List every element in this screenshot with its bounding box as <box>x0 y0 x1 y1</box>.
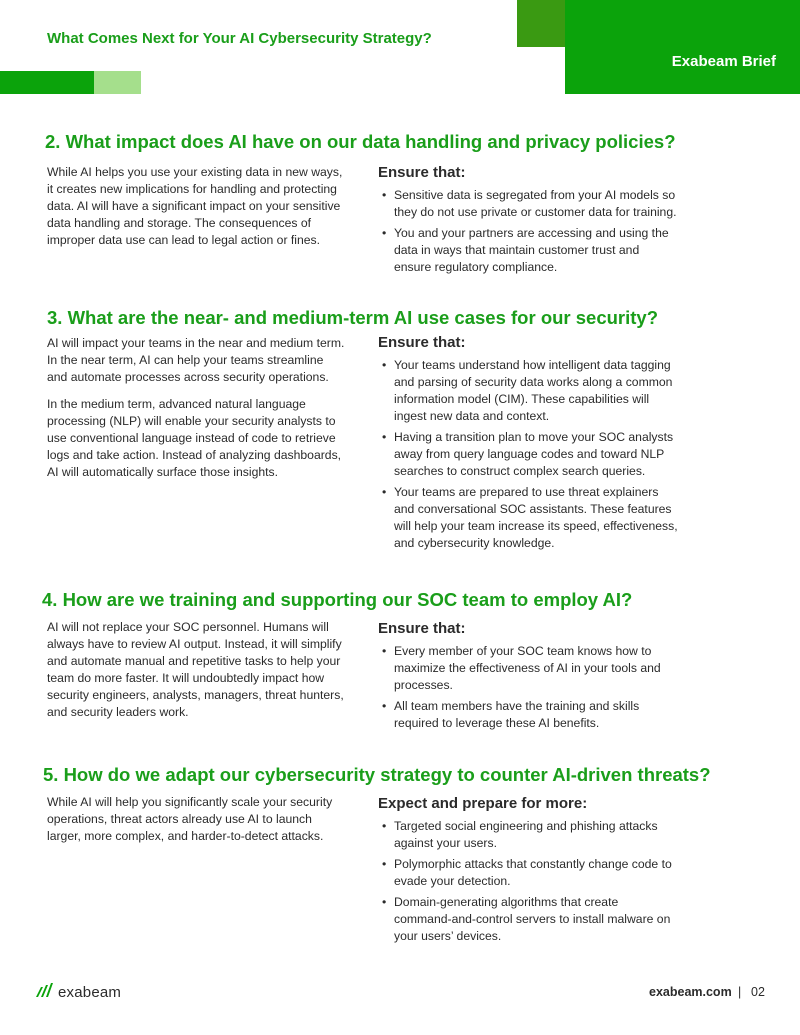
ensure-heading: Expect and prepare for more: <box>378 795 588 812</box>
ensure-column <box>378 620 678 736</box>
list-item: • You and your partners are accessing and using the data in ways that maintain customer trust and ensure regulatory compliance. <box>378 225 678 276</box>
ensure-column <box>378 795 678 949</box>
list-item: • Polymorphic attacks that constantly change code to evade your detection. <box>378 856 678 890</box>
section-intro <box>47 335 347 491</box>
list-item: • Domain-generating algorithms that create command-and-control servers to install malware on your users’ devices. <box>378 894 678 945</box>
footer-separator: | <box>738 985 742 999</box>
list-item: • Your teams understand how intelligent data tagging and parsing of security data works along a common information model (CIM). These capabilities will ingest new data and context. <box>378 357 678 425</box>
ensure-column <box>378 334 678 556</box>
section-title: 4. How are we training and supporting our SOC team to employ AI? <box>42 589 633 610</box>
section-intro <box>47 794 347 855</box>
bullet-list <box>378 187 678 276</box>
paragraph: In the medium term, advanced natural language processing (NLP) will enable your security analysts to use conventional language instead of code to retrieve logs and take action. Instead of analyzing dashboards, AI will automatically surface those insights. <box>47 397 342 479</box>
list-item: • Your teams are prepared to use threat explainers and conversational SOC assistants. These features will help your team increase its speed, effectiveness, and cybersecurity knowledge. <box>378 484 678 552</box>
header-bar-left <box>0 71 94 94</box>
header-bar-light <box>94 71 141 94</box>
ensure-heading: Ensure that: <box>378 620 466 637</box>
bullet-list <box>378 357 678 552</box>
header-accent-dark <box>517 0 565 47</box>
paragraph: AI will not replace your SOC personnel. Humans will always have to review AI output. Instead, it will simplify and automate manual and repetitive tasks to help your team do more faster. It will undoubtedly impact how security engineers, analysts, managers, threat hunters, and security leaders work. <box>47 620 344 719</box>
paragraph: While AI helps you use your existing data in new ways, it creates new implications for handling and protecting data. AI will have a significant impact on your sensitive data handling and storage. The consequences of improper data use can lead to legal action or fines. <box>47 165 343 247</box>
section-title: 3. What are the near- and medium-term AI use cases for our security? <box>47 307 659 328</box>
ensure-heading: Ensure that: <box>378 164 466 181</box>
list-item: • Having a transition plan to move your SOC analysts away from query language codes and toward NLP searches to construct complex search queries. <box>378 429 678 480</box>
section-intro <box>47 619 347 731</box>
list-item: • All team members have the training and skills required to leverage these AI benefits. <box>378 698 678 732</box>
exabeam-logo[interactable] <box>36 983 121 1002</box>
list-item: • Targeted social engineering and phishing attacks against your users. <box>378 818 678 852</box>
section-title: 5. How do we adapt our cybersecurity strategy to counter AI-driven threats? <box>43 764 711 785</box>
logo-wordmark: exabeam <box>58 984 122 1001</box>
ensure-heading: Ensure that: <box>378 334 466 351</box>
paragraph: AI will impact your teams in the near and medium term. In the near term, AI can help your teams streamline and automate processes across security operations. <box>47 336 345 384</box>
bullet-list <box>378 818 678 945</box>
section-title: 2. What impact does AI have on our data handling and privacy policies? <box>45 131 676 152</box>
list-item: • Sensitive data is segregated from your AI models so they do not use private or customer data for training. <box>378 187 678 221</box>
list-item: • Every member of your SOC team knows how to maximize the effectiveness of AI in your tools and processes. <box>378 643 678 694</box>
header-brief-banner <box>565 0 800 94</box>
footer-url-link[interactable]: exabeam.com <box>649 985 732 999</box>
brief-label: Exabeam Brief <box>671 53 776 70</box>
exabeam-logo-icon <box>36 983 54 1002</box>
paragraph: While AI will help you significantly scale your security operations, threat actors already use AI to launch larger, more complex, and harder-to-detect attacks. <box>47 795 333 843</box>
bullet-list <box>378 643 678 732</box>
page-number: 02 <box>751 985 765 999</box>
page-header-title: What Comes Next for Your AI Cybersecurity Strategy? <box>47 30 432 47</box>
section-intro <box>47 164 347 259</box>
ensure-column <box>378 164 678 280</box>
